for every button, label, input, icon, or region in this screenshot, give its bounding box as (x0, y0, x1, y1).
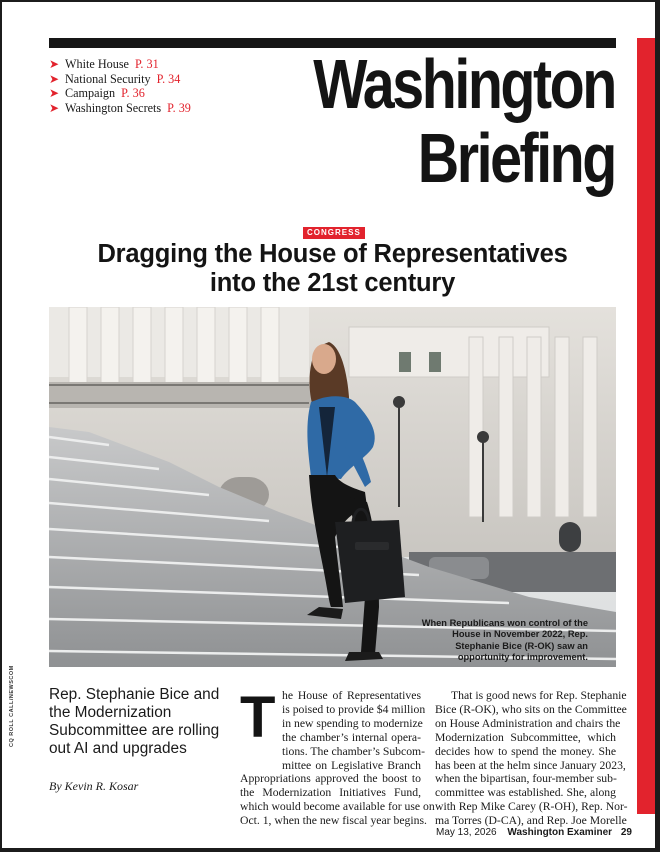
body-line: when the bipartisan, four-member sub- (435, 772, 617, 786)
body-line: is poised to provide $4 million (282, 702, 426, 716)
body-line: That is good news for Rep. Stephanie (451, 689, 627, 702)
body-line: which would become available for use on (240, 800, 435, 814)
toc-label: Campaign (65, 86, 116, 101)
headline-line-2: into the 21st century (209, 269, 456, 297)
toc-item-washington-secrets[interactable] (49, 101, 191, 116)
body-line: he House of Representatives (282, 689, 421, 702)
page-number: 29 (620, 827, 632, 838)
byline: By Kevin R. Kosar (49, 779, 139, 793)
toc-label: White House (65, 57, 129, 71)
article-headline (49, 240, 616, 298)
arrow-icon: ➤ (49, 71, 60, 86)
masthead-line-2: Briefing (417, 119, 615, 197)
photo-credit: CQ ROLL CALL/NEWSCOM (9, 665, 15, 747)
body-line: Appropriations approved the boost to (240, 772, 421, 786)
toc-item-white-house[interactable] (49, 57, 191, 72)
capitol-steps-image (49, 307, 616, 667)
body-line: Modernization Subcommittee, which (435, 730, 616, 744)
body-line: decides how to spend the money. She (435, 744, 616, 758)
body-line: has been at the helm since January 2023, (435, 758, 626, 772)
toc-item-campaign[interactable] (49, 86, 191, 101)
body-line: the chamber’s internal opera- (282, 730, 421, 744)
arrow-icon: ➤ (49, 100, 60, 115)
headline-line-1: Dragging the House of Representatives (97, 240, 568, 268)
body-line: Oct. 1, when the new fiscal year begins. (240, 814, 427, 828)
lead-photo (49, 307, 616, 667)
masthead-line-1: Washington (313, 45, 615, 123)
article-dek: Rep. Stephanie Bice and the Modernization Subcommittee are rolling out AI and upgrades (49, 686, 220, 757)
body-line: ma Torres (D-CA), and Rep. Joe Morelle (435, 814, 627, 828)
magazine-page (2, 2, 655, 848)
body-line: with Rep Mike Carey (R-OH), Rep. Nor- (435, 800, 628, 814)
body-line: in new spending to modernize (282, 716, 423, 730)
section-edge-tab (637, 38, 655, 814)
photo-caption: When Republicans won control of the House in November 2022, Rep. Stephanie Bice (R-OK) saw an opportunity for improvement. (421, 618, 588, 662)
toc-page: P. 31 (134, 57, 159, 71)
arrow-icon: ➤ (49, 57, 60, 71)
body-line: committee was established. She, along (435, 786, 616, 800)
toc-page: P. 36 (121, 86, 145, 101)
body-line: mittee on Legislative Branch (282, 758, 421, 772)
body-line: the Modernization Initiatives Fund, (240, 786, 421, 800)
toc-page: P. 34 (156, 71, 181, 86)
section-tag: CONGRESS (303, 227, 365, 239)
body-column-2 (435, 689, 628, 828)
body-line: tions. The chamber’s Subcom- (282, 744, 426, 758)
drop-cap: T (240, 685, 276, 750)
toc-label: Washington Secrets (65, 100, 162, 115)
section-masthead (313, 47, 615, 195)
toc-item-national-security[interactable] (49, 72, 191, 87)
section-contents (49, 57, 191, 115)
issue-date: May 13, 2026 (436, 827, 497, 838)
body-line: on House Administration and chairs the (435, 716, 621, 730)
page-footer (436, 827, 632, 838)
toc-label: National Security (65, 71, 151, 86)
arrow-icon: ➤ (49, 86, 60, 101)
body-line: Bice (R-OK), who sits on the Committee (435, 702, 627, 716)
publication-name: Washington Examiner (507, 827, 613, 838)
toc-page: P. 39 (167, 100, 191, 115)
body-column-1 (240, 685, 435, 828)
